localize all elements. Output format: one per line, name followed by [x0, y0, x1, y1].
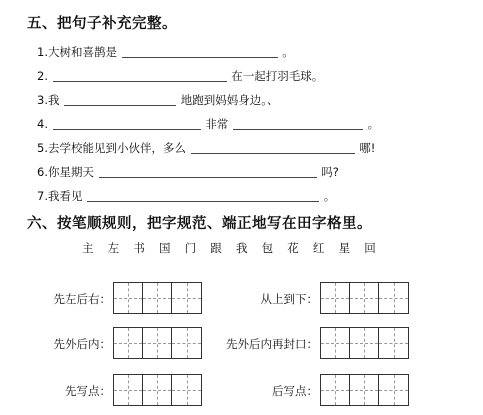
- sentence-1: [37, 44, 294, 60]
- sentence-3-prefix: 3.我: [37, 93, 60, 107]
- character: 回: [364, 241, 376, 255]
- tian-zi-grid[interactable]: [320, 282, 409, 314]
- tian-zi-grid[interactable]: [113, 374, 202, 406]
- character: 跟: [210, 241, 222, 255]
- character: 主: [82, 241, 94, 255]
- sentence-7: [37, 188, 335, 204]
- sentence-5: [37, 140, 375, 156]
- rule-label-right: 先外后内再封口：: [226, 337, 318, 351]
- sentence-3-suffix: 地跑到妈妈身边。、: [180, 93, 279, 107]
- character: 门: [184, 241, 197, 255]
- sentence-4-blank-a[interactable]: [53, 116, 201, 130]
- character: 国: [158, 241, 171, 255]
- grid-row: [0, 327, 483, 361]
- sentence-2-prefix: 2.: [37, 69, 48, 83]
- sentence-4-suffix: 。: [367, 117, 380, 131]
- character: 星: [338, 241, 351, 255]
- sentence-6-suffix: 吗?: [321, 165, 339, 179]
- tian-zi-grid[interactable]: [113, 327, 202, 359]
- sentence-7-blank[interactable]: [87, 188, 319, 202]
- tian-zi-grid[interactable]: [320, 374, 409, 406]
- sentence-2-blank[interactable]: [53, 68, 227, 82]
- sentence-7-suffix: 。: [323, 189, 336, 203]
- grid-row: [0, 374, 483, 408]
- section-5-title: 五、把句子补充完整。: [27, 16, 177, 32]
- character-list: [82, 240, 386, 256]
- sentence-6-prefix: 6.你星期天: [37, 165, 94, 179]
- sentence-4-blank-b[interactable]: [233, 116, 363, 130]
- rule-label-left: 先写点：: [65, 384, 111, 398]
- sentence-4-middle: 非常: [205, 117, 229, 131]
- tian-zi-grid[interactable]: [113, 282, 202, 314]
- character: 包: [261, 241, 274, 255]
- sentence-2: [37, 68, 323, 84]
- sentence-4-prefix: 4.: [37, 117, 48, 131]
- sentence-5-prefix: 5.去学校能见到小伙伴，多么: [37, 141, 186, 155]
- sentence-6-blank[interactable]: [99, 164, 317, 178]
- sentence-3: [37, 92, 279, 108]
- character: 左: [107, 241, 120, 255]
- grid-row: [0, 282, 483, 316]
- sentence-1-suffix: 。: [282, 45, 294, 59]
- rule-label-left: 先左后右：: [53, 292, 111, 306]
- sentence-1-prefix: 1.大树和喜鹊是: [37, 45, 117, 59]
- tian-zi-grid[interactable]: [320, 327, 409, 359]
- sentence-3-blank[interactable]: [64, 92, 176, 106]
- sentence-5-blank[interactable]: [191, 140, 355, 154]
- sentence-4: [37, 116, 379, 132]
- character: 我: [235, 241, 248, 255]
- sentence-5-suffix: 哪!: [359, 141, 376, 155]
- rule-label-right: 后写点：: [272, 384, 318, 398]
- section-6-title: 六、按笔顺规则，把字规范、端正地写在田字格里。: [27, 216, 372, 232]
- sentence-1-blank[interactable]: [122, 44, 278, 58]
- sentence-7-prefix: 7.我看见: [37, 189, 83, 203]
- character: 书: [133, 241, 145, 255]
- character: 花: [287, 241, 299, 255]
- character: 红: [312, 241, 325, 255]
- rule-label-left: 先外后内：: [53, 337, 111, 351]
- rule-label-right: 从上到下：: [260, 292, 318, 306]
- sentence-2-suffix: 在一起打羽毛球。: [231, 69, 324, 83]
- sentence-6: [37, 164, 339, 180]
